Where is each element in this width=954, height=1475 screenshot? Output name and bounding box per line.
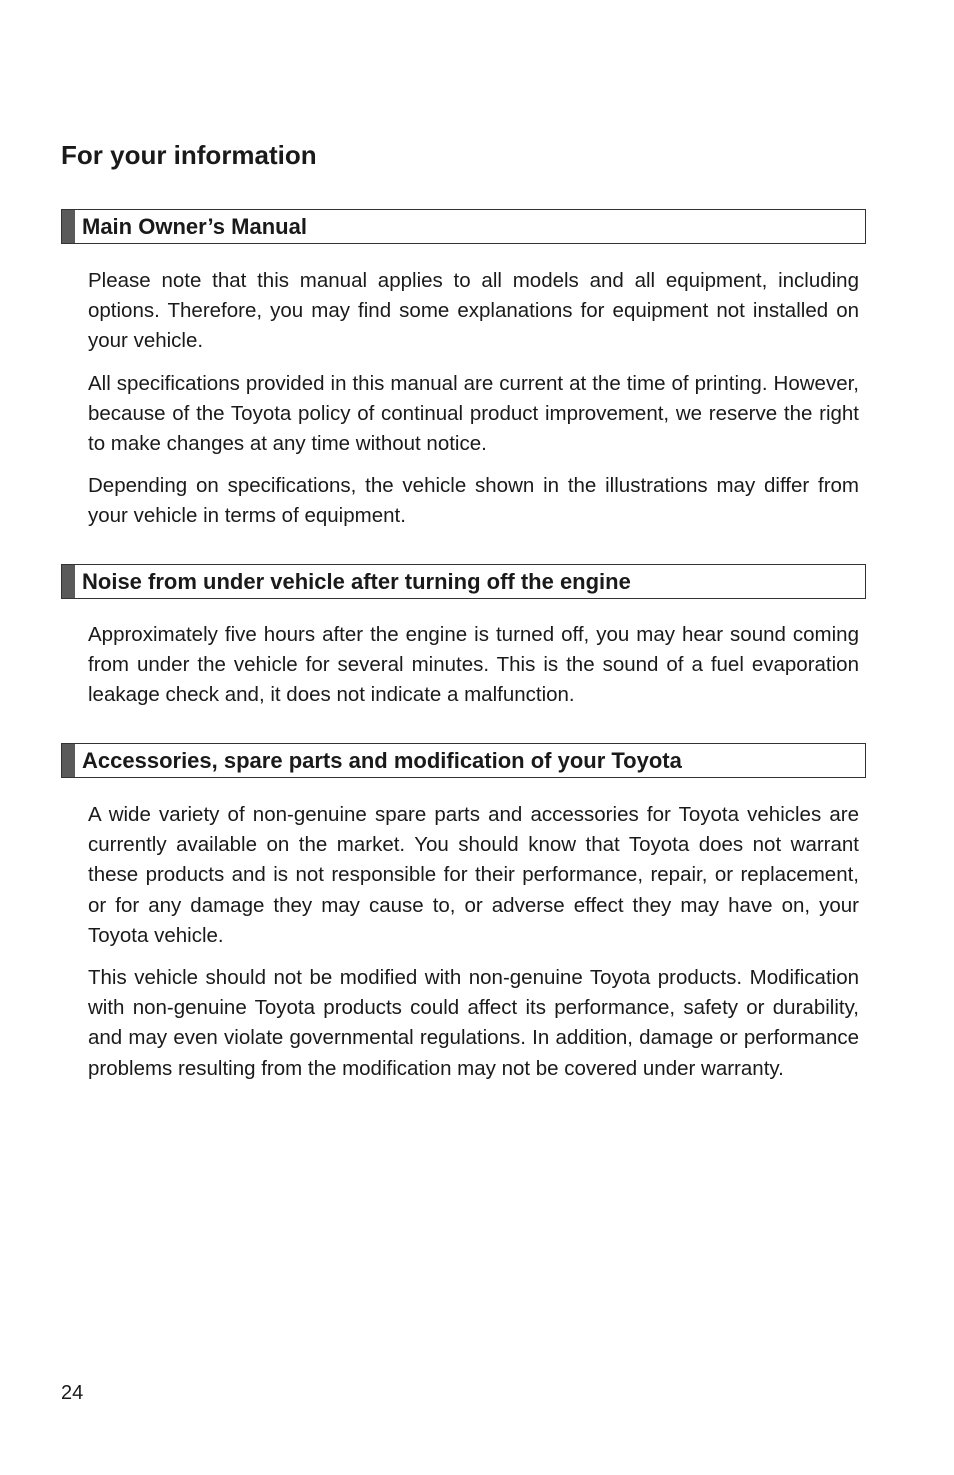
- section-header-bar: [62, 210, 75, 243]
- paragraph: All specifications provided in this manual are current at the time of printing. However, because of the Toyota policy of continual product improvement, we reserve the right to make changes at any time without notice.: [88, 371, 859, 456]
- paragraph: Please note that this manual applies to all models and all equipment, including options. Therefore, you may find some explanations for equipment not installed on your vehicle.: [88, 269, 859, 353]
- section-heading: Main Owner’s Manual: [82, 213, 307, 239]
- page-title: For your information: [61, 140, 317, 170]
- paragraph: Approximately five hours after the engine is turned off, you may hear sound coming from under the vehicle for several minutes. This is the sound of a fuel evaporation leakage check and, it does not indicate a malfunction.: [88, 623, 859, 707]
- section-body-main-owners-manual: [88, 266, 859, 544]
- section-header-noise: [61, 564, 866, 599]
- paragraph: Depending on specifications, the vehicle shown in the illustrations may differ from your vehicle in terms of equipment.: [88, 474, 859, 528]
- section-header-bar: [62, 565, 75, 598]
- section-header-bar: [62, 744, 75, 777]
- section-body-accessories: [88, 800, 859, 1096]
- paragraph: This vehicle should not be modified with non-genuine Toyota products. Modification with non-genuine Toyota products could affect its performance, safety or durability, and may even violate governmental regulations. In addition, damage or performance problems resulting from the modification may not be covered under warranty.: [88, 966, 859, 1080]
- paragraph: A wide variety of non-genuine spare parts and accessories for Toyota vehicles are currently available on the market. You should know that Toyota does not warrant these products and is not responsible for their performance, repair, or replacement, or for any damage they may cause to, or adverse effect they may have on, your Toyota vehicle.: [88, 803, 859, 947]
- section-body-noise: [88, 620, 859, 723]
- section-header-main-owners-manual: [61, 209, 866, 244]
- section-header-accessories: [61, 743, 866, 778]
- page-number: 24: [61, 1382, 84, 1404]
- section-heading: Accessories, spare parts and modification of your Toyota: [82, 747, 682, 773]
- section-heading: Noise from under vehicle after turning off the engine: [82, 568, 631, 594]
